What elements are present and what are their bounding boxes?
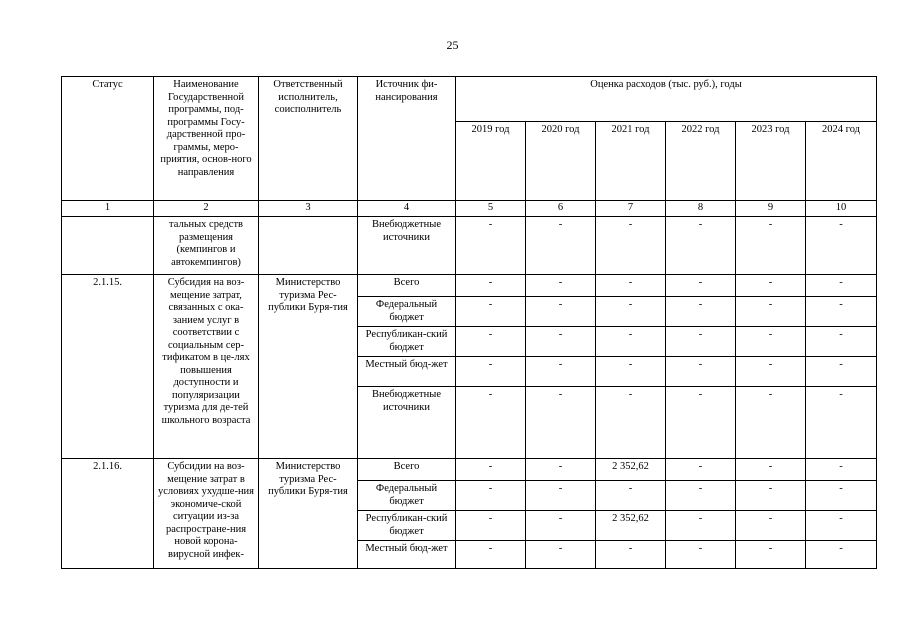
source-cell: Всего: [358, 459, 456, 481]
column-number: 2: [154, 201, 259, 217]
table-row: [62, 459, 877, 481]
value-cell: -: [806, 217, 877, 275]
value-cell: -: [526, 275, 596, 297]
executor-cell: [259, 217, 358, 275]
header-year: 2021 год: [596, 122, 666, 201]
value-cell: -: [456, 217, 526, 275]
value-cell: -: [526, 217, 596, 275]
value-cell: -: [806, 541, 877, 569]
value-cell: -: [736, 357, 806, 387]
header-year: 2019 год: [456, 122, 526, 201]
value-cell: -: [666, 297, 736, 327]
column-number: 8: [666, 201, 736, 217]
value-cell: -: [596, 387, 666, 459]
value-cell: -: [806, 357, 877, 387]
value-cell: -: [736, 541, 806, 569]
source-cell: Федеральный бюджет: [358, 481, 456, 511]
source-cell: Всего: [358, 275, 456, 297]
value-cell: -: [806, 481, 877, 511]
column-number: 3: [259, 201, 358, 217]
value-cell: -: [526, 459, 596, 481]
value-cell: -: [736, 217, 806, 275]
value-cell: 2 352,62: [596, 511, 666, 541]
page-number: 25: [446, 38, 459, 52]
source-cell: Местный бюд-жет: [358, 541, 456, 569]
status-cell: 2.1.15.: [62, 275, 154, 459]
value-cell: -: [596, 327, 666, 357]
value-cell: -: [596, 275, 666, 297]
header-estimate: Оценка расходов (тыс. руб.), годы: [456, 77, 877, 122]
column-number: 10: [806, 201, 877, 217]
value-cell: -: [526, 511, 596, 541]
header-executor: Ответственный исполнитель, соисполнитель: [259, 77, 358, 201]
value-cell: -: [596, 541, 666, 569]
value-cell: -: [526, 327, 596, 357]
header-program: Наименование Государственной программы, под-программы Госу-дарственной про-граммы, меро-приятия, основ-ного направления: [154, 77, 259, 201]
value-cell: -: [526, 297, 596, 327]
value-cell: -: [456, 459, 526, 481]
value-cell: -: [526, 481, 596, 511]
value-cell: -: [806, 387, 877, 459]
header-source: Источник фи-нансирования: [358, 77, 456, 201]
value-cell: -: [806, 327, 877, 357]
header-year: 2023 год: [736, 122, 806, 201]
column-number: 4: [358, 201, 456, 217]
value-cell: -: [666, 217, 736, 275]
value-cell: -: [736, 275, 806, 297]
source-cell: Федеральный бюджет: [358, 297, 456, 327]
executor-cell: Министерство туризма Рес-публики Буря-тия: [259, 275, 358, 459]
program-name-cell: Субсидия на воз-мещение затрат, связанных с ока-занием услуг в соответствии с социальным сер-тификатом в це-лях повышения доступности и популяризации туризма для де-тей школьного возраста: [154, 275, 259, 459]
value-cell: -: [666, 357, 736, 387]
value-cell: -: [736, 297, 806, 327]
value-cell: -: [596, 297, 666, 327]
value-cell: -: [526, 541, 596, 569]
value-cell: -: [666, 481, 736, 511]
value-cell: -: [666, 541, 736, 569]
source-cell: Республикан-ский бюджет: [358, 327, 456, 357]
value-cell: -: [596, 217, 666, 275]
value-cell: -: [806, 297, 877, 327]
value-cell: -: [666, 327, 736, 357]
status-cell: [62, 217, 154, 275]
value-cell: -: [666, 275, 736, 297]
header-year: 2020 год: [526, 122, 596, 201]
value-cell: -: [596, 481, 666, 511]
value-cell: -: [456, 327, 526, 357]
value-cell: -: [526, 387, 596, 459]
column-number: 5: [456, 201, 526, 217]
value-cell: -: [666, 511, 736, 541]
value-cell: -: [736, 511, 806, 541]
column-number: 7: [596, 201, 666, 217]
value-cell: -: [456, 357, 526, 387]
value-cell: -: [806, 275, 877, 297]
value-cell: -: [666, 459, 736, 481]
header-year: 2024 год: [806, 122, 877, 201]
column-number: 6: [526, 201, 596, 217]
value-cell: -: [736, 481, 806, 511]
value-cell: -: [666, 387, 736, 459]
column-number-row: [62, 201, 877, 217]
table-row: [62, 275, 877, 297]
value-cell: -: [806, 459, 877, 481]
table-row: [62, 217, 877, 275]
value-cell: 2 352,62: [596, 459, 666, 481]
value-cell: -: [526, 357, 596, 387]
value-cell: -: [456, 541, 526, 569]
value-cell: -: [736, 459, 806, 481]
source-cell: Внебюджетные источники: [358, 217, 456, 275]
program-name-cell: тальных средств размещения (кемпингов и автокемпингов): [154, 217, 259, 275]
program-name-cell: Субсидии на воз-мещение затрат в условиях ухудше-ния экономиче-ской ситуации из-за распростране-ния новой корона-вирусной инфек-: [154, 459, 259, 569]
executor-cell: Министерство туризма Рес-публики Буря-тия: [259, 459, 358, 569]
value-cell: -: [596, 357, 666, 387]
value-cell: -: [456, 387, 526, 459]
value-cell: -: [736, 327, 806, 357]
value-cell: -: [806, 511, 877, 541]
budget-table: [61, 76, 877, 569]
source-cell: Внебюджетные источники: [358, 387, 456, 459]
header-year: 2022 год: [666, 122, 736, 201]
value-cell: -: [456, 481, 526, 511]
value-cell: -: [456, 275, 526, 297]
value-cell: -: [456, 297, 526, 327]
status-cell: 2.1.16.: [62, 459, 154, 569]
value-cell: -: [736, 387, 806, 459]
value-cell: -: [456, 511, 526, 541]
header-status: Статус: [62, 77, 154, 201]
column-number: 9: [736, 201, 806, 217]
column-number: 1: [62, 201, 154, 217]
source-cell: Местный бюд-жет: [358, 357, 456, 387]
source-cell: Республикан-ский бюджет: [358, 511, 456, 541]
